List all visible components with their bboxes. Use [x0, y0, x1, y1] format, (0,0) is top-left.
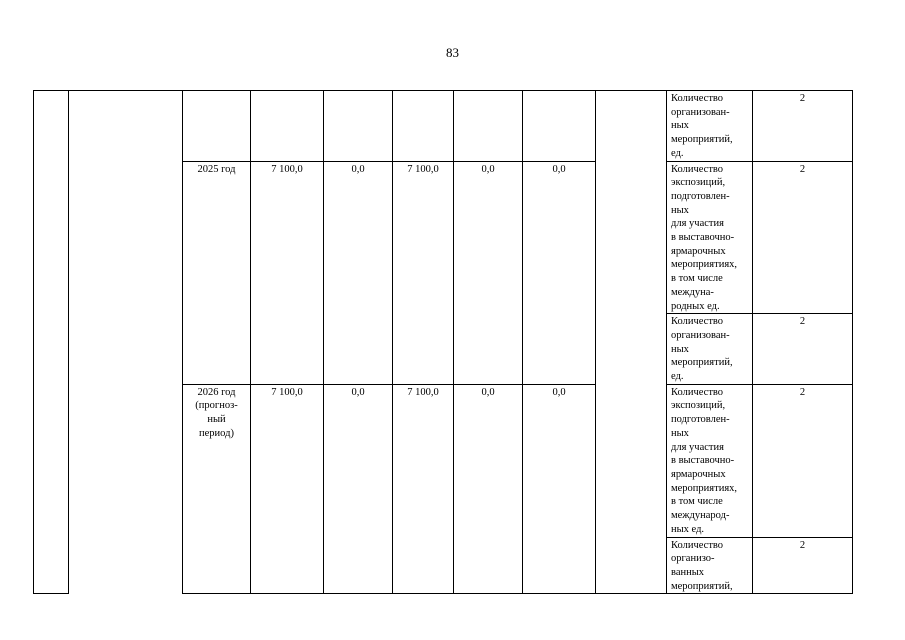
cell-total — [251, 91, 324, 162]
indicator-cell: Количество экспозиций, подготовлен- ных для участия в выставочно- ярмарочных мероприятиях, в том числе международ- ных ед. — [667, 384, 753, 537]
cell-regional — [393, 91, 454, 162]
cell-number — [34, 384, 69, 594]
cell-federal — [324, 91, 393, 162]
cell-year: 2025 год — [183, 161, 251, 384]
cell-other: 0,0 — [523, 384, 596, 594]
cell-other: 0,0 — [523, 161, 596, 384]
cell-local — [454, 91, 523, 162]
cell-executor — [596, 91, 667, 385]
cell-name — [69, 91, 183, 594]
indicator-cell: Количество организо- ванных мероприятий, — [667, 537, 753, 594]
cell-local: 0,0 — [454, 384, 523, 594]
cell-year: 2026 год (прогноз- ный период) — [183, 384, 251, 594]
page-number: 83 — [446, 45, 459, 60]
cell-year — [183, 91, 251, 162]
cell-number — [34, 91, 69, 385]
table-row — [34, 91, 853, 162]
indicator-cell: Количество организован- ных мероприятий, ед. — [667, 314, 753, 385]
indicator-cell: Количество организован- ных мероприятий, ед. — [667, 91, 753, 162]
cell-local: 0,0 — [454, 161, 523, 384]
indicator-value: 2 — [753, 314, 853, 385]
program-table — [33, 90, 853, 594]
indicator-value: 2 — [753, 537, 853, 594]
cell-federal: 0,0 — [324, 161, 393, 384]
indicator-cell: Количество экспозиций, подготовлен- ных для участия в выставочно- ярмарочных мероприятиях, в том числе междуна- родных ед. — [667, 161, 753, 314]
cell-executor — [596, 384, 667, 594]
cell-total: 7 100,0 — [251, 384, 324, 594]
indicator-value: 2 — [753, 91, 853, 162]
cell-total: 7 100,0 — [251, 161, 324, 384]
cell-regional: 7 100,0 — [393, 161, 454, 384]
cell-other — [523, 91, 596, 162]
indicator-value: 2 — [753, 161, 853, 314]
cell-regional: 7 100,0 — [393, 384, 454, 594]
cell-federal: 0,0 — [324, 384, 393, 594]
indicator-value: 2 — [753, 384, 853, 537]
